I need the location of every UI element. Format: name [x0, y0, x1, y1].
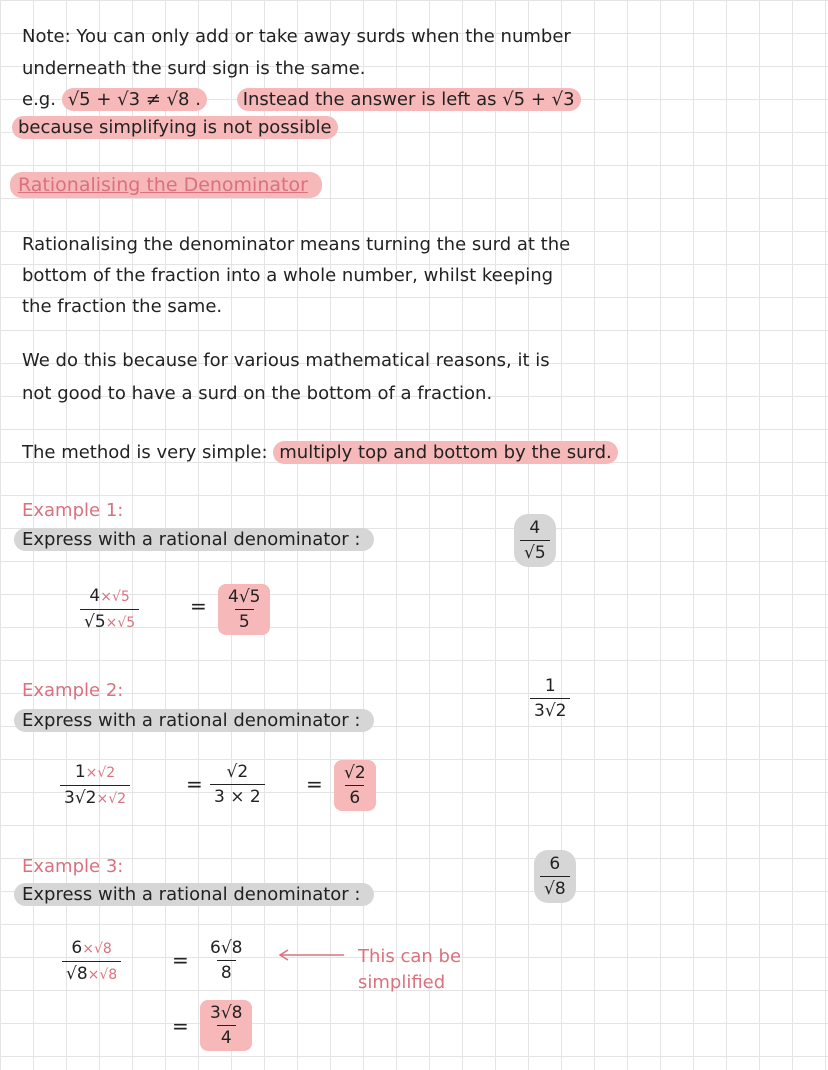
- example-3-given: [534, 850, 576, 903]
- note-line-2: underneath the surd sign is the same.: [22, 58, 366, 79]
- example-1-given-den: √5: [520, 540, 550, 563]
- example-3-step1-num: 6: [71, 938, 83, 958]
- example-1-title: Example 1:: [22, 500, 124, 521]
- example-1-step1-num-mul: ×√5: [100, 589, 130, 605]
- example-2-given-den: 3√2: [530, 698, 570, 721]
- para1-line-2: bottom of the fraction into a whole number, whilst keeping: [22, 265, 554, 286]
- example-2-result-den: 6: [345, 785, 364, 808]
- example-3-result-den: 4: [217, 1025, 236, 1048]
- example-2-step2-num: √2: [226, 762, 249, 782]
- example-2-result-num: √2: [344, 763, 366, 783]
- para1-line-3: the fraction the same.: [22, 296, 223, 317]
- example-1-step1-den-mul: ×√5: [105, 615, 136, 631]
- example-3-prompt-text: Express with a rational denominator :: [14, 883, 374, 906]
- example-3-step2-num: 6√8: [210, 938, 243, 958]
- note-because: because simplifying is not possible: [12, 116, 338, 139]
- example-3-step2: [206, 938, 246, 983]
- example-3-equals-2: =: [172, 1014, 189, 1038]
- note-line-1: Note: You can only add or take away surds when the number: [22, 26, 571, 47]
- example-1-result-den: 5: [235, 609, 254, 632]
- example-3-prompt: [14, 884, 374, 906]
- example-2-prompt: [14, 710, 374, 732]
- section-heading: [10, 174, 322, 196]
- example-2-equals-1: =: [186, 772, 203, 796]
- example-2-step1: [60, 762, 130, 809]
- example-2-given-num: 1: [544, 676, 556, 696]
- example-3-note: This can be simplified: [358, 946, 462, 993]
- example-2-result: [334, 760, 376, 811]
- example-1-step1-num: 4: [89, 586, 101, 606]
- note-line-3: [22, 89, 581, 111]
- example-3-title: Example 3:: [22, 856, 124, 877]
- example-2-step1-den-mul: ×√2: [96, 791, 127, 807]
- para2-line-1: We do this because for various mathematical reasons, it is: [22, 350, 550, 371]
- example-1-given-num: 4: [529, 518, 541, 538]
- method-start: The method is very simple:: [22, 442, 268, 463]
- example-3-given-den: √8: [540, 876, 570, 899]
- example-2-title: Example 2:: [22, 680, 124, 701]
- eg-expression: √5 + √3 ≠ √8 .: [62, 88, 207, 111]
- example-3-given-num: 6: [549, 854, 561, 874]
- example-2-step1-num-mul: ×√2: [85, 765, 116, 781]
- example-3-step1-den: √8: [66, 964, 88, 984]
- method-highlight: multiply top and bottom by the surd.: [273, 441, 618, 464]
- example-3-step1-num-mul: ×√8: [82, 941, 112, 957]
- example-3-step1-den-mul: ×√8: [87, 967, 118, 983]
- note-line-4: [12, 117, 338, 139]
- example-1-result-num: 4√5: [228, 587, 261, 607]
- heading-text: Rationalising the Denominator: [10, 172, 322, 198]
- example-2-step2-den: 3 × 2: [210, 784, 265, 807]
- example-2-step1-num: 1: [74, 762, 86, 782]
- example-2-step1-den: 3√2: [64, 788, 97, 808]
- example-1-result: [218, 584, 270, 635]
- example-1-prompt-text: Express with a rational denominator :: [14, 528, 374, 551]
- example-3-step1: [62, 938, 121, 985]
- para2-line-2: not good to have a surd on the bottom of a fraction.: [22, 383, 493, 404]
- arrow-left-icon: [276, 948, 346, 962]
- example-2-equals-2: =: [306, 772, 323, 796]
- example-3-step2-den: 8: [217, 960, 236, 983]
- note-instead: Instead the answer is left as √5 + √3: [237, 88, 581, 111]
- example-2-step2: [210, 762, 265, 807]
- example-2-given: [530, 676, 570, 721]
- example-1-prompt: [14, 529, 374, 551]
- example-3-equals-1: =: [172, 948, 189, 972]
- example-1-step1: [80, 586, 139, 633]
- para1-line-1: Rationalising the denominator means turning the surd at the: [22, 234, 571, 255]
- example-3-result-num: 3√8: [210, 1003, 243, 1023]
- example-3-result: [200, 1000, 252, 1051]
- example-2-prompt-text: Express with a rational denominator :: [14, 709, 374, 732]
- example-1-step1-den: √5: [84, 612, 106, 632]
- example-1-equals: =: [190, 594, 207, 618]
- method-line: [22, 442, 618, 464]
- eg-label: e.g.: [22, 89, 56, 110]
- example-1-given: [514, 514, 556, 567]
